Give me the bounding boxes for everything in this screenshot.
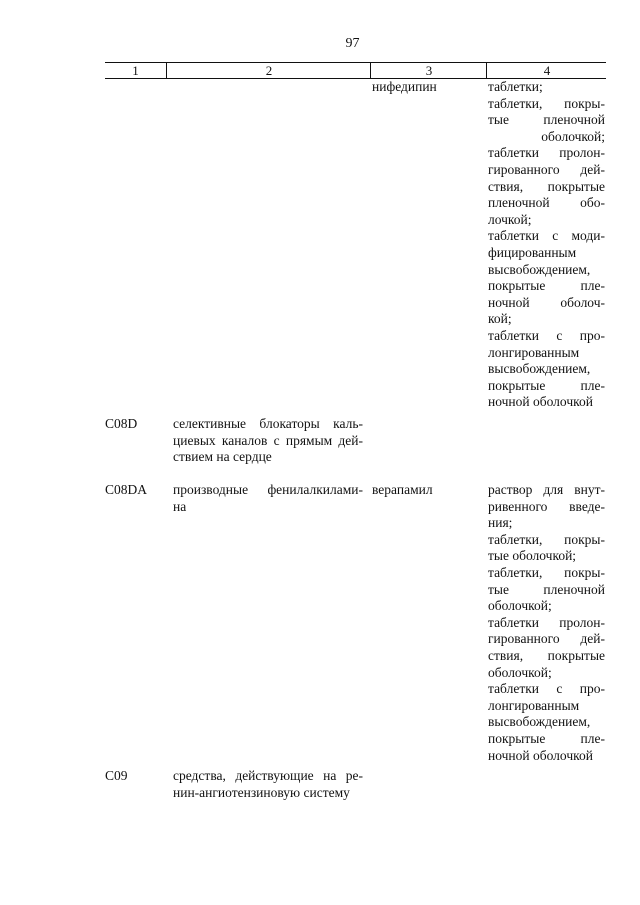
form-line: раствор для внут-: [488, 482, 605, 497]
form-line: тые пленочной: [488, 112, 605, 128]
form-line: таблетки с моди-: [488, 228, 605, 244]
atc-code: C09: [105, 768, 128, 783]
form-line: высвобождением,: [488, 361, 591, 377]
header-col-3: 3: [370, 63, 487, 78]
form-line: ночной оболочкой: [488, 747, 593, 763]
dosage-forms: [488, 482, 605, 764]
header-col-4: 4: [486, 63, 607, 78]
form-line: покрытые пле-: [488, 730, 605, 746]
page-number: 97: [345, 36, 360, 51]
name-line: средства, действующие на ре-: [173, 768, 363, 783]
form-line: таблетки с про-: [488, 327, 605, 343]
atc-code: C08DA: [105, 482, 148, 497]
header-col-2: 2: [166, 63, 371, 78]
form-line: ния;: [488, 515, 513, 531]
form-line: тые оболочкой;: [488, 548, 577, 564]
name-line: селективные блокаторы каль-: [173, 416, 363, 431]
form-line: ночной оболочкой: [488, 394, 593, 410]
group-name: [173, 768, 363, 801]
drug-name: верапамил: [372, 482, 433, 497]
form-line: таблетки с про-: [488, 681, 605, 697]
form-line: покрытые пле-: [488, 377, 605, 393]
form-line: оболочкой;: [488, 664, 552, 680]
group-name: [173, 416, 363, 466]
form-line: таблетки пролон-: [488, 614, 605, 630]
form-line: высвобождением,: [488, 261, 591, 277]
form-line: таблетки, покры-: [488, 95, 605, 111]
name-line: на: [173, 498, 187, 514]
form-line: лонгированным: [488, 697, 580, 713]
group-name: [173, 482, 363, 515]
table-header: [105, 62, 606, 79]
form-line: лонгированным: [488, 344, 580, 360]
form-line: таблетки, покры-: [488, 564, 605, 580]
form-line: оболочкой;: [541, 128, 605, 144]
form-line: тые пленочной: [488, 581, 605, 597]
form-line: пленочной обо-: [488, 195, 605, 211]
form-line: ривенного введе-: [488, 498, 605, 514]
name-line: ствием на сердце: [173, 449, 272, 465]
form-line: лочкой;: [488, 211, 532, 227]
form-line: ствия, покрытые: [488, 647, 605, 663]
form-line: таблетки, покры-: [488, 531, 605, 547]
form-line: кой;: [488, 311, 512, 327]
form-line: таблетки пролон-: [488, 145, 605, 161]
form-line: высвобождением,: [488, 714, 591, 730]
form-line: ночной оболоч-: [488, 294, 605, 310]
name-line: нин-ангиотензиновую систему: [173, 784, 350, 800]
form-line: оболочкой;: [488, 598, 552, 614]
form-line: фицированным: [488, 244, 577, 260]
header-col-1: 1: [132, 63, 139, 78]
form-line: таблетки;: [488, 79, 543, 94]
name-line: циевых каналов с прямым дей-: [173, 432, 363, 448]
drug-name: нифедипин: [372, 79, 437, 94]
atc-code: C08D: [105, 416, 138, 431]
form-line: гированного дей-: [488, 631, 605, 647]
form-line: ствия, покрытые: [488, 178, 605, 194]
form-line: покрытые пле-: [488, 278, 605, 294]
name-line: производные фенилалкилами-: [173, 482, 363, 497]
form-line: гированного дей-: [488, 161, 605, 177]
dosage-forms: [488, 79, 605, 411]
